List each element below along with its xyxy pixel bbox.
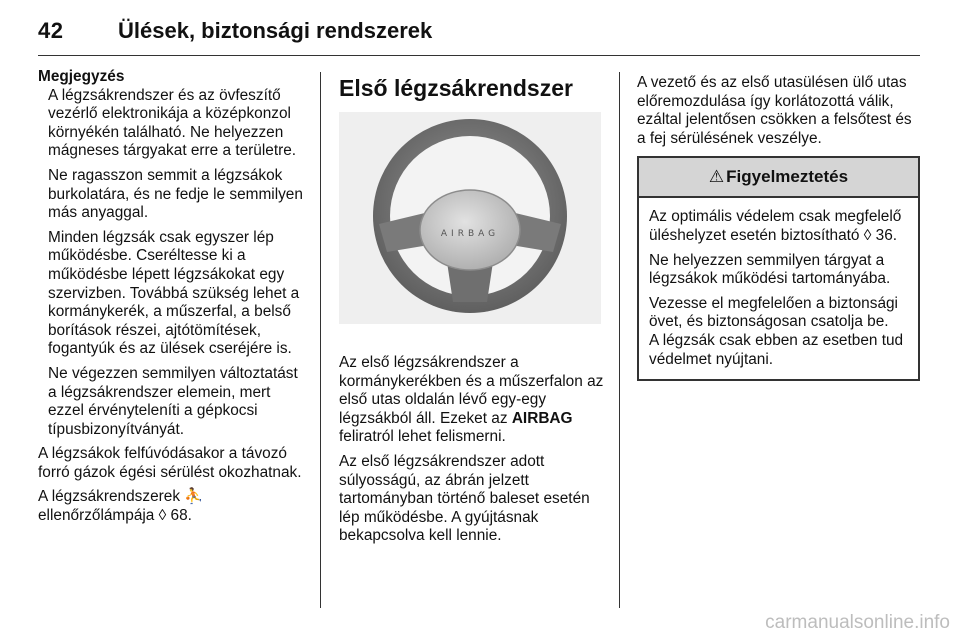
paragraph-text: A légzsákrendszerek: [38, 488, 181, 506]
page-reference-link[interactable]: 68.: [170, 507, 192, 525]
column-left: [38, 68, 308, 532]
header-rule: [38, 55, 920, 56]
section-title: Első légzsákrendszer: [339, 75, 573, 101]
note-paragraph: Minden légzsák csak egyszer lép működésbe. Cseréltesse ki a működésbe lépett légzsákokat egy szervizben. Továbbá szükség lehet a kormánykerék, a műszerfal, a belső borítások részei, ajtótömítések, fogantyúk és az ülések cseréjére is.: [48, 228, 300, 358]
airbag-bold-word: AIRBAG: [511, 409, 573, 427]
body-paragraph: A légzsákok felfúvódásakor a távozó forró gázok égési sérülést okozhatnak.: [38, 445, 302, 481]
body-paragraph: A vezető és az első utasülésen ülő utas előremozdulása így korlátozottá válik, ezáltal jelentősen csökken a felsőtest és a fej sérülésének veszélye.: [637, 74, 912, 147]
paragraph-text: Az első légzsákrendszer a kormánykerékben és a műszerfalon az első utas oldalán lévő egy-egy légzsákból áll. Ezeket az: [339, 354, 604, 427]
page-number: 42: [38, 18, 64, 43]
body-paragraph: [38, 488, 308, 525]
warning-header: [639, 158, 918, 198]
note-title: Megjegyzés: [38, 68, 125, 85]
column-middle: [339, 74, 607, 552]
note-paragraph: Ne végezzen semmilyen változtatást a légzsákrendszer elemein, mert ezzel érvényteleníti a gépkocsi típusbizonyítványát.: [48, 364, 298, 438]
watermark: carmanualsonline.info: [765, 612, 950, 633]
page-reference-link[interactable]: 36.: [875, 226, 898, 244]
paragraph-text: feliratról lehet felismerni.: [339, 428, 506, 446]
warning-paragraph: A légzsák csak ebben az esetben tud védelmet nyújtani.: [649, 331, 904, 368]
warning-paragraph: Vezesse el megfelelően a biztonsági övet, és biztonságosan csatolja be.: [649, 294, 898, 331]
page-reference-icon: ◊: [158, 507, 167, 525]
body-paragraph: Az első légzsákrendszer adott súlyosságú, az ábrán jelzett tartományban történő baleset esetén lép működésbe. A gyújtásnak bekapcsolva kell lennie.: [339, 452, 590, 545]
note-paragraph: A légzsákrendszer és az övfeszítő vezérlő elektronikája a középkonzol környékén található. Ne helyezzen mágneses tárgyakat erre a területre.: [48, 86, 297, 160]
airbag-label: AIRBAG: [440, 229, 500, 239]
column-divider-left: [320, 72, 321, 608]
airbag-warning-lamp-icon: ⛹: [184, 488, 204, 506]
chapter-title: Ülések, biztonsági rendszerek: [118, 18, 433, 43]
column-divider-right: [619, 72, 620, 608]
note-paragraph: Ne ragasszon semmit a légzsákok burkolatára, és ne fedje le semmilyen más anyaggal.: [48, 166, 303, 222]
warning-triangle-icon: ⚠: [708, 167, 725, 187]
warning-body: [639, 198, 918, 379]
column-right: [637, 74, 922, 381]
paragraph-text: Az optimális védelem csak megfelelő üléshelyzet esetén biztosítható: [649, 208, 902, 244]
warning-title: Figyelmeztetés: [726, 167, 849, 187]
steering-wheel-illustration: [339, 112, 601, 324]
steering-wheel-image: [339, 112, 601, 324]
body-paragraph: [339, 354, 607, 447]
paragraph-text: ellenőrzőlámpája: [38, 507, 155, 525]
warning-paragraph: Ne helyezzen semmilyen tárgyat a légzsákok működési tartományába.: [649, 251, 891, 288]
warning-box: [637, 156, 920, 381]
warning-paragraph: [649, 208, 908, 245]
page-reference-icon: ◊: [863, 226, 872, 244]
